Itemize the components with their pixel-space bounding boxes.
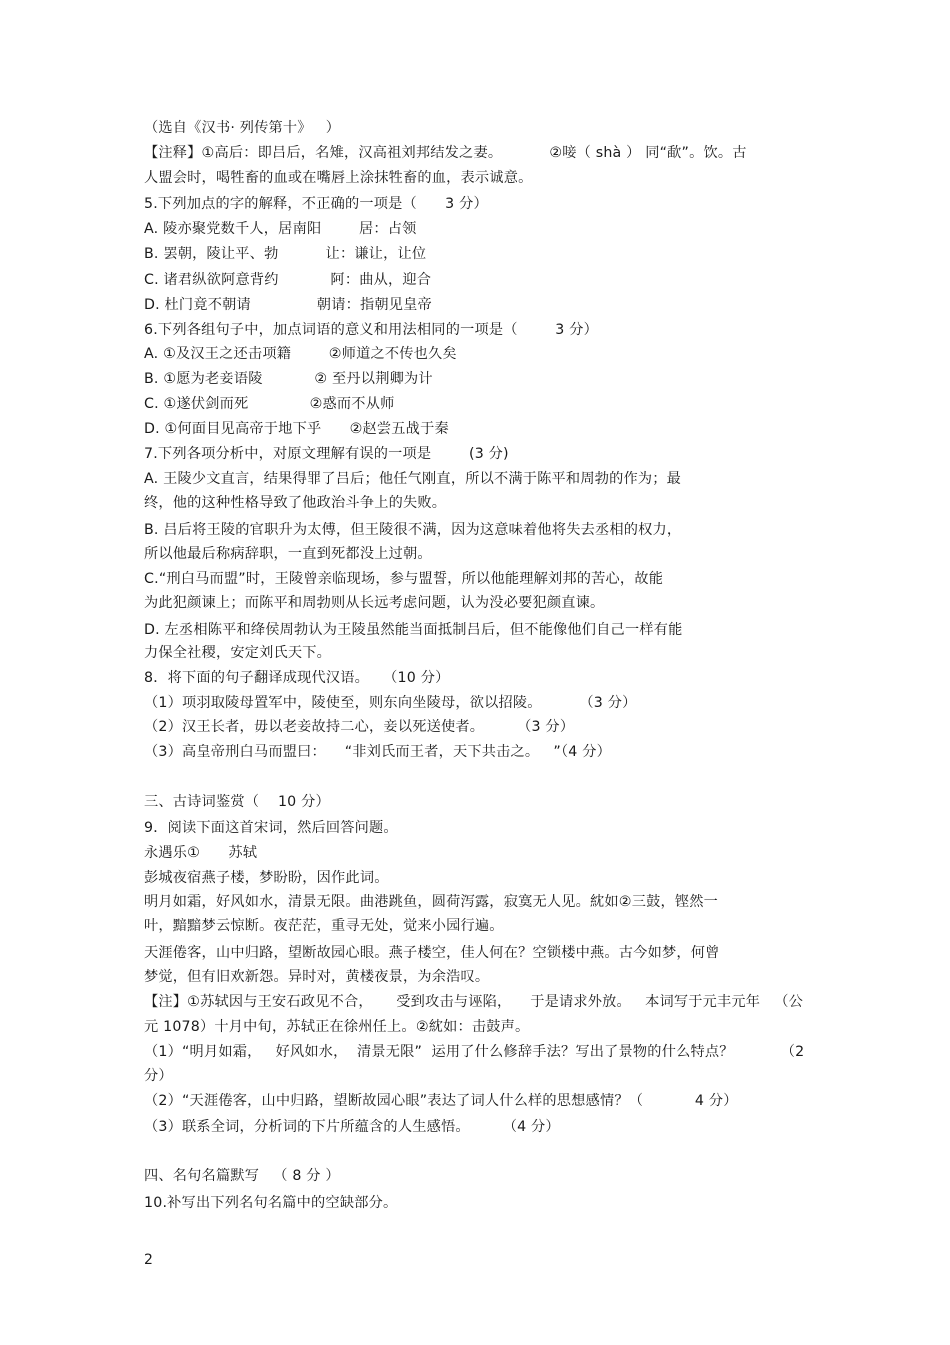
question-9-item-2: （2）“天涯倦客，山中归路，望断故园心眼”表达了词人什么样的思想感情？（ 4 分） <box>144 1093 738 1109</box>
question-8-item-1: （1）项羽取陵母置军中，陵使至，则东向坐陵母，欲以招陵。 （3 分） <box>144 695 637 711</box>
annotation-line: 人盟会时，喝牲畜的血或在嘴唇上涂抹牲畜的血，表示诚意。 <box>144 170 533 186</box>
question-5-option-a: A. 陵亦聚党数千人，居南阳 居：占领 <box>144 221 417 237</box>
question-7-stem: 7.下列各项分析中，对原文理解有误的一项是 (3 分) <box>144 446 509 462</box>
source-citation: （选自《汉书· 列传第十》 ） <box>144 120 341 136</box>
question-7-option-b: B. 吕后将王陵的官职升为太傅，但王陵很不满，因为这意味着他将失去丞相的权力， <box>144 522 682 538</box>
question-5-option-c: C. 诸君纵欲阿意背约 阿：曲从，迎合 <box>144 272 432 288</box>
question-10-stem: 10.补写出下列名句名篇中的空缺部分。 <box>144 1195 398 1211</box>
question-6-option-d: D. ①何面目见高帝于地下乎 ②赵尝五战于秦 <box>144 421 449 437</box>
section-4-heading: 四、名句名篇默写 （ 8 分 ） <box>144 1168 340 1184</box>
question-7-option-c: C.“刑白马而盟”时，王陵曾亲临现场，参与盟誓，所以他能理解刘邦的苦心，故能 <box>144 571 664 587</box>
question-7-option-d: D. 左丞相陈平和绛侯周勃认为王陵虽然能当面抵制吕后，但不能像他们自己一样有能 <box>144 622 683 638</box>
poem-line: 叶，黯黯梦云惊断。夜茫茫，重寻无处，觉来小园行遍。 <box>144 918 504 934</box>
question-7-option-d-cont: 力保全社稷，安定刘氏天下。 <box>144 645 332 661</box>
question-5-stem: 5.下列加点的字的解释，不正确的一项是（ 3 分） <box>144 196 488 212</box>
question-5-option-d: D. 杜门竟不朝请 朝请：指朝见皇帝 <box>144 297 432 313</box>
question-9-item-1-cont: 分） <box>144 1068 173 1084</box>
question-8-item-2: （2）汉王长者，毋以老妾故持二心，妾以死送使者。 （3 分） <box>144 719 575 735</box>
question-6-stem: 6.下列各组句子中，加点词语的意义和用法相同的一项是（ 3 分） <box>144 322 599 338</box>
poem-line: 天涯倦客，山中归路，望断故园心眼。燕子楼空，佳人何在？空锁楼中燕。古今如梦，何曾 <box>144 945 720 961</box>
question-6-option-a: A. ①及汉王之还击项籍 ②师道之不传也久矣 <box>144 346 457 362</box>
question-8-stem: 8．将下面的句子翻译成现代汉语。 （10 分） <box>144 670 450 686</box>
question-6-option-c: C. ①遂伏剑而死 ②惑而不从师 <box>144 396 395 412</box>
poem-note: 【注】①苏轼因与王安石政见不合， 受到攻击与诬陷， 于是请求外放。 本词写于元丰元年 （公 <box>144 994 804 1010</box>
question-8-item-3: （3）高皇帝刑白马而盟曰： “非刘氏而王者，天下共击之。 ”（4 分） <box>144 744 611 760</box>
question-9-stem: 9．阅读下面这首宋词，然后回答问题。 <box>144 820 398 836</box>
question-9-item-3: （3）联系全词，分析词的下片所蕴含的人生感悟。 （4 分） <box>144 1119 560 1135</box>
annotation-line: 【注释】①高后：即吕后，名雉，汉高祖刘邦结发之妻。 ②唼（ shà ） 同“歃”。饮。古 <box>144 145 747 161</box>
poem-note-cont: 元 1078）十月中旬，苏轼正在徐州任上。②紞如：击鼓声。 <box>144 1019 530 1035</box>
question-7-option-c-cont: 为此犯颜谏上；而陈平和周勃则从长远考虑问题，认为没必要犯颜直谏。 <box>144 595 605 611</box>
question-7-option-a: A. 王陵少文直言，结果得罪了吕后；他任气刚直，所以不满于陈平和周勃的作为；最 <box>144 471 682 487</box>
section-3-heading: 三、古诗词鉴赏（ 10 分） <box>144 794 330 810</box>
question-7-option-a-cont: 终，他的这种性格导致了他政治斗争上的失败。 <box>144 495 447 511</box>
question-6-option-b: B. ①愿为老妾语陵 ② 至丹以荆卿为计 <box>144 371 433 387</box>
question-5-option-b: B. 罢朝，陵让平、勃 让：谦让，让位 <box>144 246 427 262</box>
poem-line: 明月如霜，好风如水，清景无限。曲港跳鱼，圆荷泻露，寂寞无人见。紞如②三鼓，铿然一 <box>144 894 719 910</box>
question-7-option-b-cont: 所以他最后称病辞职，一直到死都没上过朝。 <box>144 546 432 562</box>
poem-title: 永遇乐① 苏轼 <box>144 845 258 861</box>
poem-preface: 彭城夜宿燕子楼，梦盼盼，因作此词。 <box>144 870 389 886</box>
question-9-item-1: （1）“明月如霜， 好风如水， 清景无限” 运用了什么修辞手法？写出了景物的什么特点？ （2 <box>144 1044 805 1060</box>
poem-line: 梦觉，但有旧欢新怨。异时对，黄楼夜景，为余浩叹。 <box>144 969 490 985</box>
page-number: 2 <box>144 1252 153 1268</box>
